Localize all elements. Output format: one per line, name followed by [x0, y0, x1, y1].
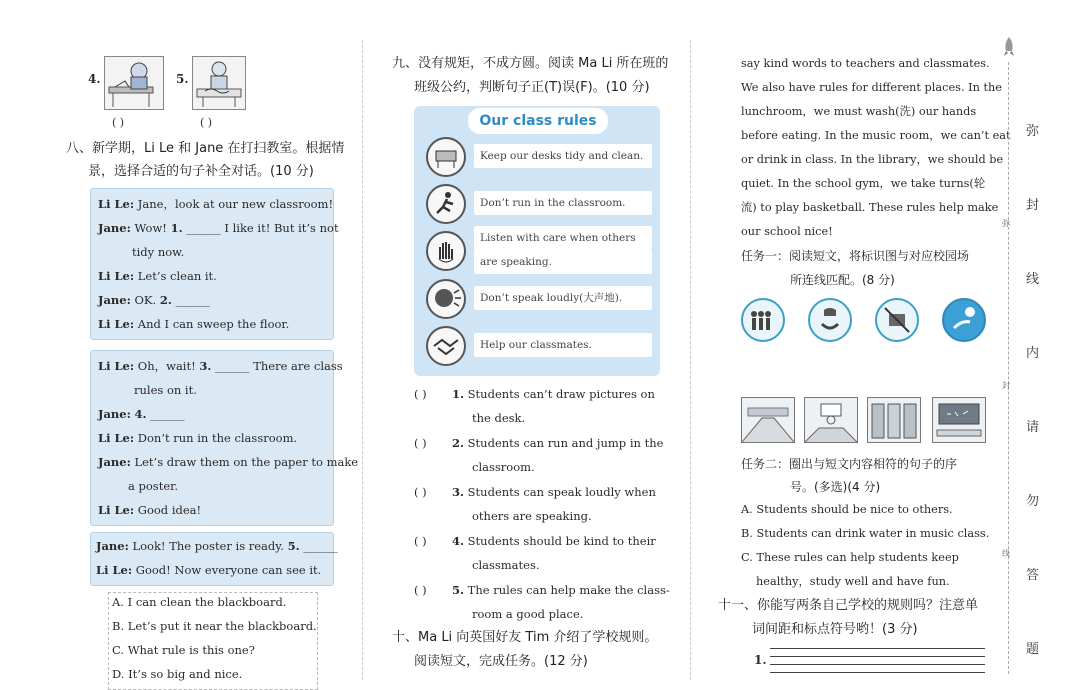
answer-blank[interactable]: ______ — [211, 359, 254, 373]
answer-paren[interactable]: ( ) — [200, 116, 213, 129]
answer-blank[interactable]: ______ — [182, 221, 225, 235]
writing-line[interactable] — [770, 672, 985, 673]
margin-char: 线 — [1026, 272, 1040, 287]
dialogue-line: Li Le: Don’t run in the classroom. — [98, 431, 298, 445]
dialogue-line: Li Le: And I can sweep the floor. — [98, 317, 290, 331]
tf-statement-cont: classroom. — [472, 460, 535, 474]
boy-drawing-picture — [192, 56, 246, 110]
dialogue-line: Jane: OK. 2. ______ — [98, 293, 210, 307]
rule-text: Don’t speak loudly(大声地). — [474, 286, 652, 310]
handshake-icon — [426, 326, 466, 366]
dialogue-line: tidy now. — [132, 245, 185, 259]
passage-line: our school nice! — [741, 225, 833, 238]
question-10-title: 十、Ma Li 向英国好友 Tim 介绍了学校规则。 — [392, 630, 658, 645]
rule-text: Help our classmates. — [474, 333, 652, 357]
column-divider — [362, 40, 363, 680]
dialogue-line: Li Le: Good! Now everyone can see it. — [96, 563, 322, 577]
passage-line: We also have rules for different places. In the — [741, 81, 1002, 94]
seal-label: 线 — [1002, 549, 1010, 558]
question-9-title: 九、没有规矩，不成方圆。阅读 Ma Li 所在班的 — [392, 56, 669, 71]
margin-char: 题 — [1026, 642, 1040, 657]
tf-statement: 1. Students can’t draw pictures on — [452, 387, 655, 401]
picture-item-number: 4. — [88, 72, 101, 86]
tf-answer-paren[interactable]: ( ) — [414, 583, 427, 597]
question-11-title: 十一、你能写两条自己学校的规则吗？注意单 — [718, 598, 979, 613]
writing-line[interactable] — [770, 664, 985, 665]
passage-line: before eating. In the music room，we can’t eat — [741, 129, 1011, 142]
question-8-title-cont: 景，选择合适的句子补全对话。(10 分) — [88, 164, 314, 179]
option-b: B. Let’s put it near the blackboard. — [112, 619, 317, 633]
writing-line-number: 1. — [754, 653, 767, 667]
passage-line: say kind words to teachers and classmates. — [741, 57, 990, 70]
dialogue-line: Li Le: Good idea! — [98, 503, 202, 517]
dialogue-line: Li Le: Jane，look at our new classroom! — [98, 197, 334, 211]
tf-statement: 5. The rules can help make the class- — [452, 583, 670, 597]
desk-icon — [426, 137, 466, 177]
dialogue-line: rules on it. — [134, 383, 197, 397]
passage-line: quiet. In the school gym，we take turns(轮 — [741, 177, 986, 190]
tf-answer-paren[interactable]: ( ) — [414, 387, 427, 401]
question-8-title: 八、新学期，Li Le 和 Jane 在打扫教室。根据情 — [66, 141, 345, 156]
seal-label: 封 — [1002, 381, 1010, 390]
quiet-icon — [426, 279, 466, 319]
rule-text: Keep our desks tidy and clean. — [474, 144, 652, 168]
rule-text: are speaking. — [474, 250, 652, 274]
margin-char: 弥 — [1026, 124, 1040, 139]
class-rules-title: Our class rules — [468, 108, 608, 134]
answer-paren[interactable]: ( ) — [112, 116, 125, 129]
listening-hand-icon — [426, 231, 466, 271]
dialogue-line: Jane: Look! The poster is ready. 5. ______ — [96, 539, 338, 553]
tf-statement-cont: room a good place. — [472, 607, 584, 621]
tf-statement-cont: the desk. — [472, 411, 526, 425]
answer-blank[interactable]: ______ — [299, 539, 338, 553]
rule-text: Listen with care when others — [474, 226, 652, 250]
margin-char: 答 — [1026, 568, 1040, 583]
lunchroom-scene-picture[interactable] — [741, 397, 795, 443]
basketball-turns-sign-icon[interactable] — [942, 298, 986, 342]
tf-statement: 2. Students can run and jump in the — [452, 436, 664, 450]
no-food-sign-icon[interactable] — [875, 298, 919, 342]
task-2-title: 任务二：圈出与短文内容相符的句子的序 — [741, 457, 958, 471]
question-10-title-cont: 阅读短文，完成任务。(12 分) — [414, 654, 588, 669]
column-divider — [690, 40, 691, 680]
rocket-icon — [1003, 36, 1015, 62]
tf-statement: 4. Students should be kind to their — [452, 534, 656, 548]
tf-answer-paren[interactable]: ( ) — [414, 534, 427, 548]
option-c: C. What rule is this one? — [112, 643, 255, 657]
dialogue-line: Li Le: Oh，wait! 3. ______ There are class — [98, 359, 343, 373]
task-2-option-a[interactable]: A. Students should be nice to others. — [741, 503, 953, 516]
passage-line: or drink in class. In the library，we should be — [741, 153, 1004, 166]
answer-blank[interactable]: ______ — [146, 407, 185, 421]
tf-answer-paren[interactable]: ( ) — [414, 485, 427, 499]
dialogue-line: Jane: Wow! 1. ______ I like it! But it’s not — [98, 221, 339, 235]
margin-char: 勿 — [1026, 494, 1040, 509]
dialogue-line: a poster. — [128, 479, 179, 493]
tf-statement: 3. Students can speak loudly when — [452, 485, 656, 499]
seal-line — [1008, 62, 1009, 674]
dialogue-line: Jane: Let’s draw them on the paper to make — [98, 455, 359, 469]
dialogue-line: Li Le: Let’s clean it. — [98, 269, 217, 283]
writing-line[interactable] — [770, 656, 985, 657]
writing-line[interactable] — [770, 648, 985, 649]
option-a: A. I can clean the blackboard. — [112, 595, 287, 609]
passage-line: lunchroom，we must wash(洗) our hands — [741, 105, 977, 118]
music-room-scene-picture[interactable] — [932, 397, 986, 443]
dialogue-line: Jane: 4. ______ — [98, 407, 185, 421]
boy-at-desk-picture — [104, 56, 164, 110]
tf-statement-cont: others are speaking. — [472, 509, 592, 523]
task-1-title: 任务一：阅读短文，将标识图与对应校园场 — [741, 249, 970, 263]
tf-statement-cont: classmates. — [472, 558, 540, 572]
task-2-option-c-cont: healthy，study well and have fun. — [756, 575, 950, 588]
margin-char: 内 — [1026, 346, 1040, 361]
option-d: D. It’s so big and nice. — [112, 667, 243, 681]
task-2-option-b[interactable]: B. Students can drink water in music class. — [741, 527, 990, 540]
margin-char: 请 — [1026, 420, 1040, 435]
task-1-title-cont: 所连线匹配。(8 分) — [790, 273, 895, 287]
gym-scene-picture[interactable] — [804, 397, 858, 443]
rule-text: Don’t run in the classroom. — [474, 191, 652, 215]
margin-char: 封 — [1026, 198, 1040, 213]
library-scene-picture[interactable] — [867, 397, 921, 443]
question-11-title-cont: 词间距和标点符号哟！(3 分) — [752, 622, 918, 637]
question-9-title-cont: 班级公约，判断句子正(T)误(F)。(10 分) — [414, 80, 650, 95]
no-running-icon — [426, 184, 466, 224]
passage-line: 流) to play basketball. These rules help make — [741, 201, 999, 214]
task-2-title-cont: 号。(多选)(4 分) — [790, 480, 881, 494]
answer-blank[interactable]: ______ — [171, 293, 210, 307]
tf-answer-paren[interactable]: ( ) — [414, 436, 427, 450]
picture-item-number: 5. — [176, 72, 189, 86]
seal-label: 弥 — [1002, 219, 1010, 228]
task-2-option-c[interactable]: C. These rules can help students keep — [741, 551, 959, 564]
queue-sign-icon[interactable] — [741, 298, 785, 342]
hand-washing-sign-icon[interactable] — [808, 298, 852, 342]
